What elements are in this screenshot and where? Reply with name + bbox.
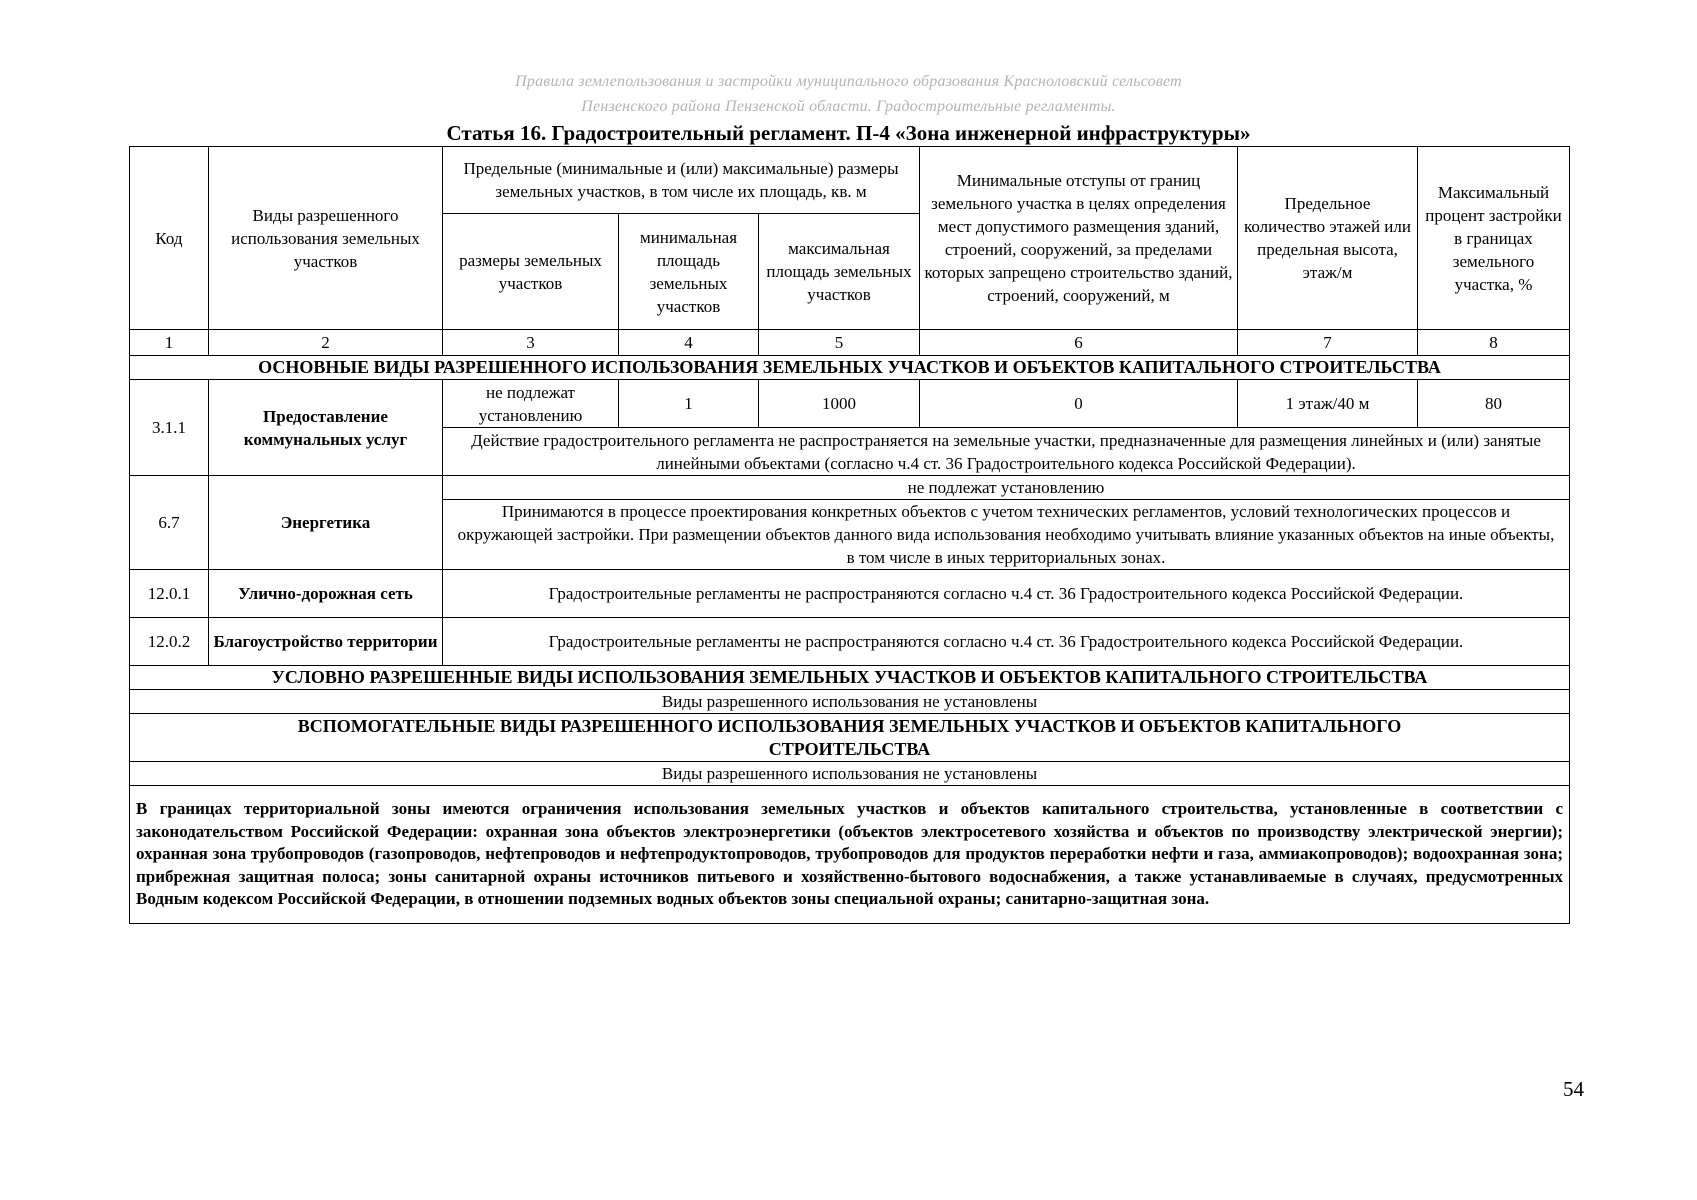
section-auxiliary-heading: ВСПОМОГАТЕЛЬНЫЕ ВИДЫ РАЗРЕШЕННОГО ИСПОЛЬЗОВАНИЯ ЗЕМЕЛЬНЫХ УЧАСТКОВ И ОБЪЕКТОВ КАПИТАЛЬНОГО СТРОИТЕЛЬСТВА: [130, 714, 1570, 762]
header-code: Код: [130, 147, 209, 330]
column-number: 5: [759, 330, 920, 356]
regulation-table: [129, 146, 1570, 924]
note-12-0-2: Градостроительные регламенты не распространяются согласно ч.4 ст. 36 Градостроительного кодекса Российской Федерации.: [443, 618, 1570, 666]
code-12-0-2: 12.0.2: [130, 618, 209, 666]
note-6-7: Принимаются в процессе проектирования конкретных объектов с учетом технических регламентов, условий технологических процессов и окружающей застройки. При размещении объектов данного вида использования необходимо учитывать влияние указанных объектов на иные объекты, в том числе в иных территориальных зонах.: [443, 500, 1570, 570]
section-main-heading: ОСНОВНЫЕ ВИДЫ РАЗРЕШЕННОГО ИСПОЛЬЗОВАНИЯ ЗЕМЕЛЬНЫХ УЧАСТКОВ И ОБЪЕКТОВ КАПИТАЛЬНОГО СТРОИТЕЛЬСТВА: [130, 356, 1570, 380]
plot-sizes-3-1-1: не подлежат установлению: [443, 380, 619, 428]
auxiliary-text-row: [130, 762, 1570, 786]
setback-3-1-1: 0: [920, 380, 1238, 428]
conditional-not-established: Виды разрешенного использования не установлены: [130, 690, 1570, 714]
use-name-3-1-1: Предоставление коммунальных услуг: [209, 380, 443, 476]
section-main-row: [130, 356, 1570, 380]
header-coverage: Максимальный процент застройки в границах земельного участка, %: [1418, 147, 1570, 330]
floors-3-1-1: 1 этаж/40 м: [1238, 380, 1418, 428]
header-permitted-uses: Виды разрешенного использования земельных участков: [209, 147, 443, 330]
coverage-3-1-1: 80: [1418, 380, 1570, 428]
use-name-12-0-2: Благоустройство территории: [209, 618, 443, 666]
auxiliary-not-established: Виды разрешенного использования не установлены: [130, 762, 1570, 786]
conditional-text-row: [130, 690, 1570, 714]
section-conditional-heading: УСЛОВНО РАЗРЕШЕННЫЕ ВИДЫ ИСПОЛЬЗОВАНИЯ ЗЕМЕЛЬНЫХ УЧАСТКОВ И ОБЪЕКТОВ КАПИТАЛЬНОГО СТРОИТЕЛЬСТВА: [130, 666, 1570, 690]
restrictions-text: В границах территориальной зоны имеются ограничения использования земельных участков и объектов капитального строительства, установленные в соответствии с законодательством Российской Федерации: охранная зона объектов электроэнергетики (объектов электросетевого хозяйства и объектов по производству электрической энергии); охранная зона трубопроводов (газопроводов, нефтепроводов и нефтепродуктопроводов, трубопроводов для продуктов переработки нефти и газа, аммиакопроводов); водоохранная зона; прибрежная защитная полоса; зоны санитарной охраны источников питьевого и хозяйственно-бытового водоснабжения, а также устанавливаемые в случаях, предусмотренных Водным кодексом Российской Федерации, в отношении подземных водных объектов зоны специальной охраны; санитарно-защитная зона.: [130, 786, 1570, 924]
min-area-3-1-1: 1: [619, 380, 759, 428]
header-max-area: максимальная площадь земельных участков: [759, 214, 920, 330]
header-plot-sizes: размеры земельных участков: [443, 214, 619, 330]
note-12-0-1: Градостроительные регламенты не распространяются согласно ч.4 ст. 36 Градостроительного кодекса Российской Федерации.: [443, 570, 1570, 618]
row-12-0-2: [130, 618, 1570, 666]
section-auxiliary-row: [130, 714, 1570, 762]
header-row: [130, 147, 1570, 214]
header-setbacks: Минимальные отступы от границ земельного участка в целях определения мест допустимого размещения зданий, строений, сооружений, за пределами которых запрещено строительство зданий, строений, сооружений, м: [920, 147, 1238, 330]
running-header-line-2: Пензенского района Пензенской области. Градостроительные регламенты.: [581, 98, 1116, 115]
row-12-0-1: [130, 570, 1570, 618]
column-numbers-row: [130, 330, 1570, 356]
column-number: 2: [209, 330, 443, 356]
column-number: 6: [920, 330, 1238, 356]
header-floors: Предельное количество этажей или предельная высота, этаж/м: [1238, 147, 1418, 330]
row-3-1-1: [130, 380, 1570, 428]
running-header-line-1: Правила землепользования и застройки муниципального образования Красноловский сельсовет: [515, 73, 1182, 90]
code-3-1-1: 3.1.1: [130, 380, 209, 476]
column-number: 8: [1418, 330, 1570, 356]
section-conditional-row: [130, 666, 1570, 690]
row-6-7: [130, 476, 1570, 500]
max-area-3-1-1: 1000: [759, 380, 920, 428]
use-name-6-7: Энергетика: [209, 476, 443, 570]
note-3-1-1: Действие градостроительного регламента не распространяется на земельные участки, предназначенные для размещения линейных и (или) занятые линейными объектами (согласно ч.4 ст. 36 Градостроительного кодекса Российской Федерации).: [443, 428, 1570, 476]
not-established-6-7: не подлежат установлению: [443, 476, 1570, 500]
header-min-area: минимальная площадь земельных участков: [619, 214, 759, 330]
restrictions-row: [130, 786, 1570, 924]
article-title: Статья 16. Градостроительный регламент. П-4 «Зона инженерной инфраструктуры»: [446, 121, 1251, 145]
column-number: 3: [443, 330, 619, 356]
column-number: 1: [130, 330, 209, 356]
column-number: 7: [1238, 330, 1418, 356]
page-number: 54: [1563, 1077, 1584, 1101]
use-name-12-0-1: Улично-дорожная сеть: [209, 570, 443, 618]
column-number: 4: [619, 330, 759, 356]
header-limits-group: Предельные (минимальные и (или) максимальные) размеры земельных участков, в том числе их площадь, кв. м: [443, 147, 920, 214]
code-6-7: 6.7: [130, 476, 209, 570]
code-12-0-1: 12.0.1: [130, 570, 209, 618]
